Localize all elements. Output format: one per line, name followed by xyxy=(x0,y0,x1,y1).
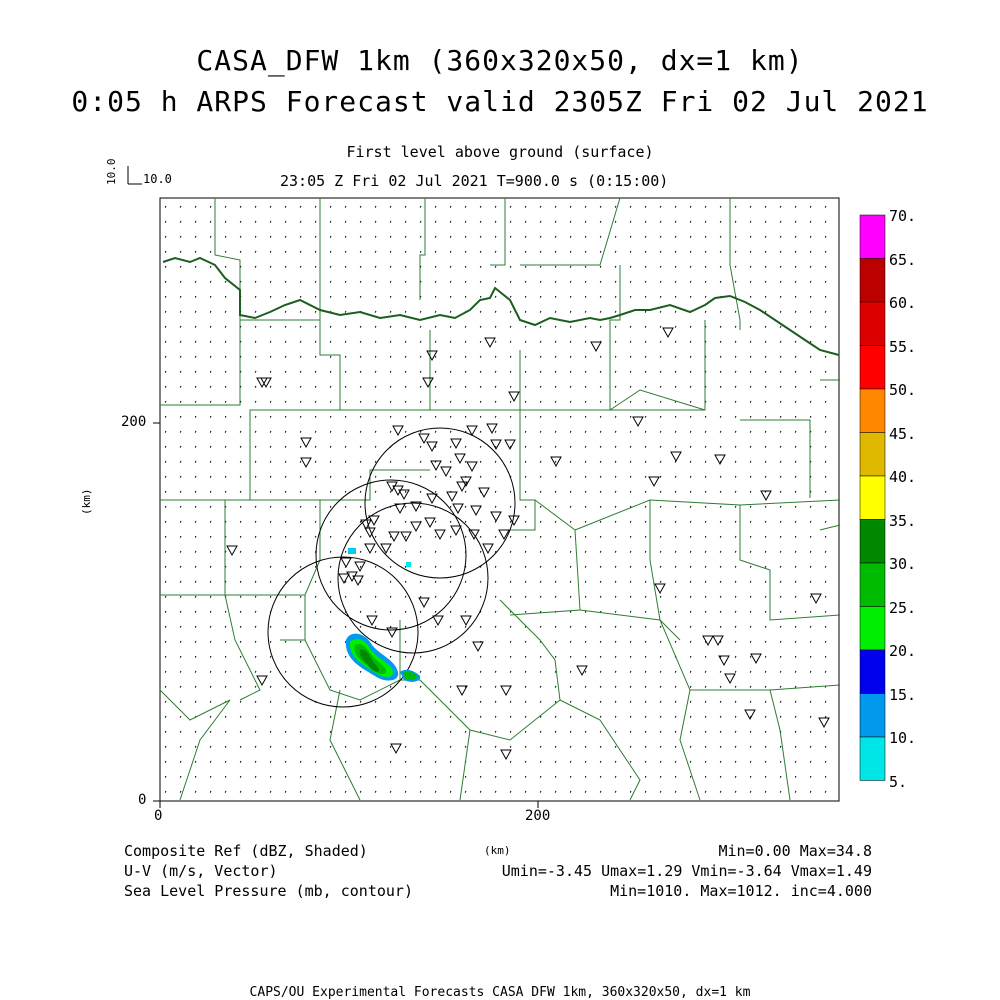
x-tick-0: 0 xyxy=(154,808,163,824)
colorbar-label: 30. xyxy=(889,555,917,573)
colorbar-swatch xyxy=(860,215,885,259)
y-tick-200: 200 xyxy=(121,414,147,430)
y-axis-label: (km) xyxy=(80,488,93,515)
vector-key-icon xyxy=(128,166,142,184)
colorbar-swatch xyxy=(860,520,885,564)
credit-line: CAPS/OU Experimental Forecasts CASA DFW 1km, 360x320x50, dx=1 km xyxy=(249,985,751,1000)
colorbar-label: 25. xyxy=(889,598,917,617)
colorbar-swatch xyxy=(860,476,885,520)
colorbar-label: 10. xyxy=(889,729,917,747)
colorbar-swatch xyxy=(860,302,885,346)
colorbar-swatch xyxy=(860,694,885,738)
colorbar-label: 20. xyxy=(889,642,917,660)
map-title-line2: 0:05 h ARPS Forecast valid 2305Z Fri 02 Jul 2021 xyxy=(71,85,929,118)
vector-key-vertical-label: 10.0 xyxy=(105,158,118,185)
valid-time-subtitle: 23:05 Z Fri 02 Jul 2021 T=900.0 s (0:15:00) xyxy=(280,172,669,190)
colorbar-swatch xyxy=(860,563,885,607)
colorbar-label: 35. xyxy=(889,511,917,530)
colorbar-swatch xyxy=(860,346,885,390)
colorbar-label: 70. xyxy=(889,207,917,225)
reflectivity-colorbar xyxy=(860,215,885,781)
colorbar-label: 60. xyxy=(889,294,917,312)
y-tick-0: 0 xyxy=(138,792,147,808)
colorbar-label: 5. xyxy=(889,772,908,791)
colorbar-swatch xyxy=(860,433,885,477)
map-title-line1: CASA_DFW 1km (360x320x50, dx=1 km) xyxy=(196,44,804,77)
colorbar-label: 50. xyxy=(889,381,917,399)
reflectivity-minmax: Min=0.00 Max=34.8 xyxy=(718,842,872,860)
wind-minmax: Umin=-3.45 Umax=1.29 Vmin=-3.64 Vmax=1.49 xyxy=(501,862,872,880)
legend-pressure: Sea Level Pressure (mb, contour) xyxy=(124,882,413,900)
colorbar-label: 15. xyxy=(889,685,917,704)
pressure-minmax: Min=1010. Max=1012. inc=4.000 xyxy=(610,882,872,900)
x-tick-200: 200 xyxy=(525,808,551,824)
vector-key-horizontal-label: 10.0 xyxy=(143,172,172,186)
colorbar-label: 65. xyxy=(889,250,917,269)
colorbar-swatch xyxy=(860,259,885,303)
x-axis-label: (km) xyxy=(484,844,511,857)
colorbar-swatch xyxy=(860,389,885,433)
colorbar-swatch xyxy=(860,737,885,781)
legend-wind-vector: U-V (m/s, Vector) xyxy=(124,862,278,880)
legend-reflectivity: Composite Ref (dBZ, Shaded) xyxy=(124,842,368,860)
level-subtitle: First level above ground (surface) xyxy=(346,143,654,161)
colorbar-swatch xyxy=(860,650,885,694)
colorbar-label: 40. xyxy=(889,468,917,486)
colorbar-label: 55. xyxy=(889,337,917,356)
colorbar-label: 45. xyxy=(889,424,917,443)
colorbar-swatch xyxy=(860,607,885,651)
